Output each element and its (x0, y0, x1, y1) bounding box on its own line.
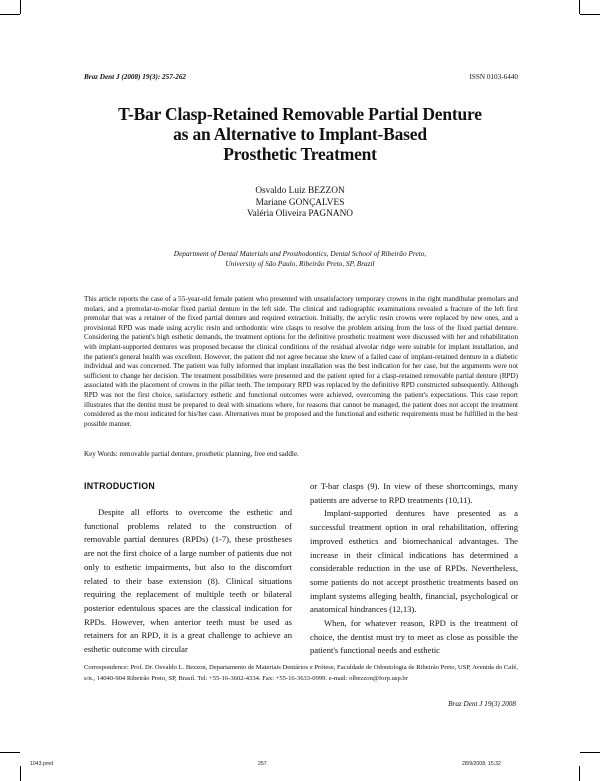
author-list (0, 186, 600, 221)
author: Mariane GONÇALVES (255, 197, 345, 208)
body-paragraph: Implant-supported dentures have presented as a successful treatment option in oral rehabilitation, offering improved esthetics and biomechanical advantages. The increase in their clinical indications has determined a considerable reduction in the use of RPDs. Nevertheless, some patients do not accept prosthetic treatments based on implant systems alleging health, financial, psychological or anatomical hindrances (12,13). (310, 508, 518, 615)
keywords: Key Words: removable partial denture, prosthetic planning, free end saddle. (84, 450, 299, 458)
correspondence-note: Correspondence: Prof. Dr. Osvaldo L. Bezzon, Departamento de Materiais Dentários e Prótese, Faculdade de Odontologia de Ribeirão Preto, USP, Avenida do Café, s/n., 14040-904 Ribeirão Preto, SP, Brasil. Tel: +55-16-3602-4334. Fax: +55-16-3633-0999. e-mail: olbezzon@forp.usp.br (84, 664, 518, 682)
title-line: T-Bar Clasp-Retained Removable Partial Denture (118, 104, 482, 124)
slug-page-number: 257 (258, 761, 267, 767)
body-paragraph: or T-bar clasps (9). In view of these shortcomings, many patients are adverse to RPD treatments (10,11). (310, 481, 518, 505)
body-paragraph: Despite all efforts to overcome the esthetic and functional problems related to the construction of removable partial dentures (RPDs) (1-7), these prostheses are not the first choice of a large number of patients due not only to esthetic impairments, but also to the discomfort related to their base extension (8). Clinical situations requiring the replacement of multiple teeth or bilateral posterior edentulous spaces are the classical indication for RPDs. However, when anterior teeth must be used as retainers for an RPD, it is a great challenge to achieve an esthetic outcome with circular (84, 507, 292, 655)
footer-journal-reference: Braz Dent J 19(3) 2008 (448, 700, 516, 708)
section-heading: INTRODUCTION (84, 481, 156, 491)
affiliation (80, 249, 520, 269)
crop-mark (579, 0, 580, 14)
right-column (310, 480, 518, 658)
crop-mark (0, 752, 20, 753)
issn: ISSN 0103-6440 (469, 73, 518, 81)
slug-datetime: 28/9/2008, 15:32 (462, 761, 501, 767)
body-paragraph: When, for whatever reason, RPD is the treatment of choice, the dentist must try to meet as close as possible the patient's functional needs and esthetic (310, 618, 518, 656)
crop-mark (20, 766, 21, 781)
crop-mark (20, 0, 21, 14)
crop-mark (580, 752, 600, 753)
article-title (60, 104, 540, 164)
slug-filename: 1043.pmd (30, 761, 54, 767)
abstract: This article reports the case of a 55-year-old female patient who presented with unsatisfactory temporary crowns in the right mandibular premolars and molars, and a premolar-to-molar fixed partial denture in the left side. The clinical and radiographic examinations revealed a fracture of the left first premolar that was a retainer of the fixed partial denture and required extraction. Initially, the acrylic resin crowns were replaced by new ones, and a provisional RPD was made using acrylic resin and orthodontic wire clasps to resolve the problem arising from the loss of the fixed partial denture. Considering the patient's high esthetic demands, the treatment options for the definitive prosthetic treatment were discussed with her and rehabilitation with implant-supported dentures was proposed because the clinical conditions of the residual alveolar ridge were suitable for implant installation, and the patient's general health was excellent. However, the patient did not agree because she knew of a failed case of implant-retained denture in a diabetic individual and was concerned. The patient was fully informed that implant installation was the best indication for her case, but the arguments were not sufficient to change her decision. The treatment possibilities were presented and the patient opted for a clasp-retained removable partial denture (RPD) associated with the placement of crowns in the pillar teeth. The temporary RPD was replaced by the definitive RPD constructed subsequently. Although RPD was not the first choice, satisfactory esthetic and functional outcomes were achieved, overcoming the patient's expectations. This case report illustrates that the dentist must be prepared to deal with situations where, for reasons that cannot be managed, the patient does not accept the treatment considered as the most indicated for his/her case. Alternatives must be proposed and the functional and esthetic requirements must be fulfilled in the best possible manner. (84, 295, 518, 428)
crop-mark (0, 14, 20, 15)
left-column (84, 506, 292, 657)
journal-reference: Braz Dent J (2008) 19(3): 257-262 (84, 73, 187, 81)
title-line: Prosthetic Treatment (223, 144, 377, 164)
affiliation-line: Department of Dental Materials and Prosthodontics, Dental School of Ribeirão Preto, (173, 249, 427, 258)
author: Osvaldo Luiz BEZZON (255, 186, 345, 196)
author: Valéria Oliveira PAGNANO (246, 209, 354, 219)
crop-mark (580, 14, 600, 15)
affiliation-line: University of São Paulo, Ribeirão Preto, SP, Brazil (225, 259, 375, 268)
crop-mark (579, 766, 580, 781)
title-line: as an Alternative to Implant-Based (173, 124, 427, 144)
